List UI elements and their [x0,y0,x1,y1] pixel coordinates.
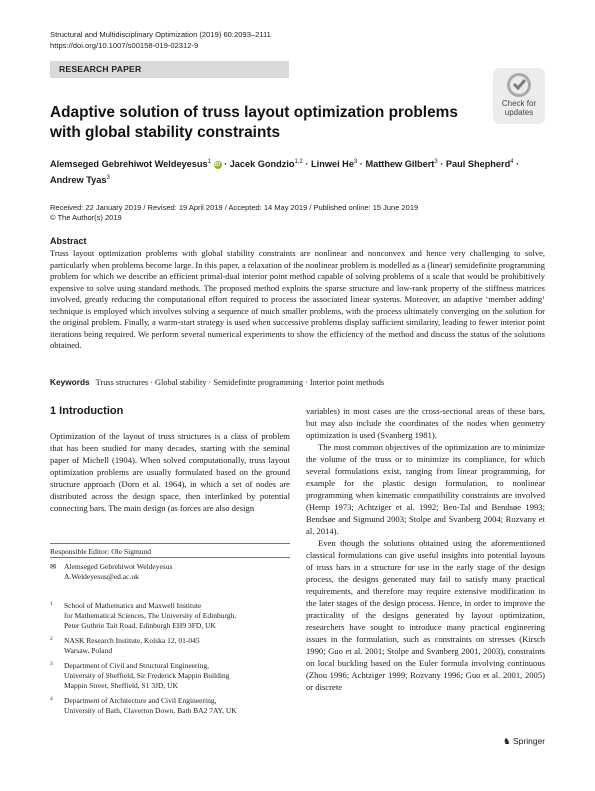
intro-paragraph: Even though the solutions obtained using the aforementioned classical formulations can give useful insights into potential layouts of truss bars in a structure for use in the early stage of the design process, the designs generated may fail to satisfy many practical requirements, and therefore may require extensive modification in the later stages of the design process. Hence, in order to improve the practicality of the designs generated by layout optimization, researchers have sought to introduce many practical engineering issues in the formulation, such as constraints on stresses (Kirsch 1990; Guo et al. 2001; Stolpe and Svanberg 2001, 2003), constraints on local buckling based on the Euler formula involving continuous (Zhou 1996; Achtziger 1999; Rozvany 1996; Guo et al. 2001, 2005) or discrete [306,538,545,692]
intro-paragraph-left: Optimization of the layout of truss structures is a class of problem that has been studied for many decades, starting with the seminal paper of Michell (1904). When solved computationally, truss layout optimization problems are usually formulated based on the ground structure approach (Dorn et al. 1964), in which a set of nodes are distributed across the design space, then interlinked by potential connecting bars. The main design (as forces are also design [50,431,290,513]
envelope-icon: ✉ [50,562,57,571]
author-affiliation: 1,2 [294,159,303,165]
affiliation [50,601,295,631]
author-name[interactable]: Jacek Gondzio [229,159,295,170]
affiliation [50,661,295,691]
doi-link[interactable]: https://doi.org/10.1007/s00158-019-02312-9 [50,40,199,50]
affiliation-line: for Mathematical Sciences, The University of Edinburgh, [64,611,237,620]
author-name[interactable]: Paul Shepherd [445,159,511,170]
check-updates-icon [493,70,545,102]
intro-column-right [306,405,545,693]
footnote-divider [50,543,290,544]
keywords-label: Keywords [50,377,90,387]
journal-citation: Structural and Multidisciplinary Optimization (2019) 60:2093–2111 [50,30,271,39]
check-updates-label: Check for updates [501,99,537,117]
responsible-editor: Responsible Editor: Ole Sigmund [50,547,152,556]
author-list: Alemseged Gebrehiwot Weldeyesus$^1$ iD · Jacek Gondzio$^{1,2}$ · Linwei $He^3$ · Matthew Gilbert$^3$ · Paul Shepherd$^4$ · Andrew Tyas$^3$ [50,159,520,185]
affiliation-line: Department of Architecture and Civil Engineering, [64,696,217,705]
author-name[interactable]: Linwei He [311,159,354,170]
affiliation-line: Mappin Street, Sheffield, S1 3JD, UK [64,681,179,690]
author-affiliation: 3 [106,174,110,181]
affiliation-number: 3 [50,661,53,667]
affiliation [50,636,295,656]
history-dates: Received: 22 January 2019 / Revised: 19 April 2019 / Accepted: 14 May 2019 / Published online: 15 June 2019 [50,203,419,212]
author-affiliation: 3 [353,159,358,165]
publication-dates [50,203,418,222]
author-name[interactable]: Matthew Gilbert [365,159,435,170]
affiliation-line: University of Sheffield, Sir Frederick Mappin Building [64,671,230,680]
check-for-updates-badge[interactable] [493,68,545,124]
affiliation-line: NASK Research Institute, Kolska 12, 01-045 [64,636,200,645]
footnote-divider [50,557,290,558]
corresponding-name: Alemseged Gebrehiwot Weldeyesus [64,562,173,571]
affiliation-line: Warsaw, Poland [64,646,113,655]
author-affiliation: 4 [510,159,514,165]
corresponding-email[interactable]: A.Weldeyesus@ed.ac.uk [64,572,139,581]
author-affiliation: 3 [434,159,438,165]
corresponding-author [50,562,172,582]
section-heading: 1 Introduction [50,405,124,417]
keywords-text: Truss structures · Global stability · Semidefinite programming · Interior point methods [95,378,385,387]
copyright: © The Author(s) 2019 [50,212,122,222]
publisher-name: Springer [513,736,546,746]
affiliation-line: Peter Guthrie Tait Road, Edinburgh EH9 3FD, UK [64,621,216,630]
publisher-logo [503,736,545,747]
abstract-text: Truss layout optimization problems with global stability constraints are nonlinear and nonconvex and hence very challenging to solve, particularly when problems become large. In this paper, a relaxation of the nonlinear problem is modelled as a (linear) semidefinite programming problem for which we describe an efficient primal-dual interior point method capable of solving problems of a scale that would be prohibitively expensive to solve using standard methods. The proposed method exploits the sparse structure and low-rank property of the stiffness matrices involved, greatly reducing the computational effort required to process the associated linear systems. Moreover, an adaptive ‘member adding’ technique is employed which involves solving a sequence of much smaller problems, with the process ultimately converging on the solution for the original problem. Finally, a warm-start strategy is used when successive problems display sufficient similarity, leading to fewer interior point iterations being required. We perform several numerical experiments to show the efficiency of the method and discuss the status of the solutions obtained. [50,248,545,350]
author-name[interactable]: Alemseged Gebrehiwot Weldeyesus [50,159,208,170]
abstract-heading: Abstract [50,236,87,246]
intro-paragraph: The most common objectives of the optimization are to minimize the volume of the truss or to minimize its compliance, for which several formulations exist, ranging from linear programming, for example for the plastic design formulation, to nonlinear programming when kinematic compatibility constraints are involved (Hemp 1973; Achtziger et al. 1992; Ben-Tal and Bendsøe 1993; Bendsøe and Sigmund 2003; Stolpe and Svanberg 2004; Rozvany et al. 2014). [306,442,545,536]
affiliation-number: 2 [50,636,53,642]
affiliation-line: Department of Civil and Structural Engineering, [64,661,209,670]
author-name[interactable]: Andrew Tyas [50,174,107,185]
article-type: RESEARCH PAPER [59,64,142,74]
affiliation [50,696,295,716]
keywords [50,377,545,387]
journal-header [50,30,271,51]
affiliation-line: University of Bath, Claverton Down, Bath BA2 7AY, UK [64,706,237,715]
paper-title: Adaptive solution of truss layout optimization problems with global stability constraints [50,104,458,141]
author-affiliation: 1 [207,159,211,165]
affiliation-line: School of Mathematics and Maxwell Institute [64,601,202,610]
springer-horse-icon: ♞ [503,736,511,746]
orcid-icon[interactable]: iD [214,162,221,169]
affiliation-number: 4 [50,696,53,702]
affiliation-number: 1 [50,601,53,607]
intro-paragraph: variables) in most cases are the cross-sectional areas of these bars, but may also include the coordinates of the nodes when geometry optimization is used (Svanberg 1981). [306,406,545,440]
